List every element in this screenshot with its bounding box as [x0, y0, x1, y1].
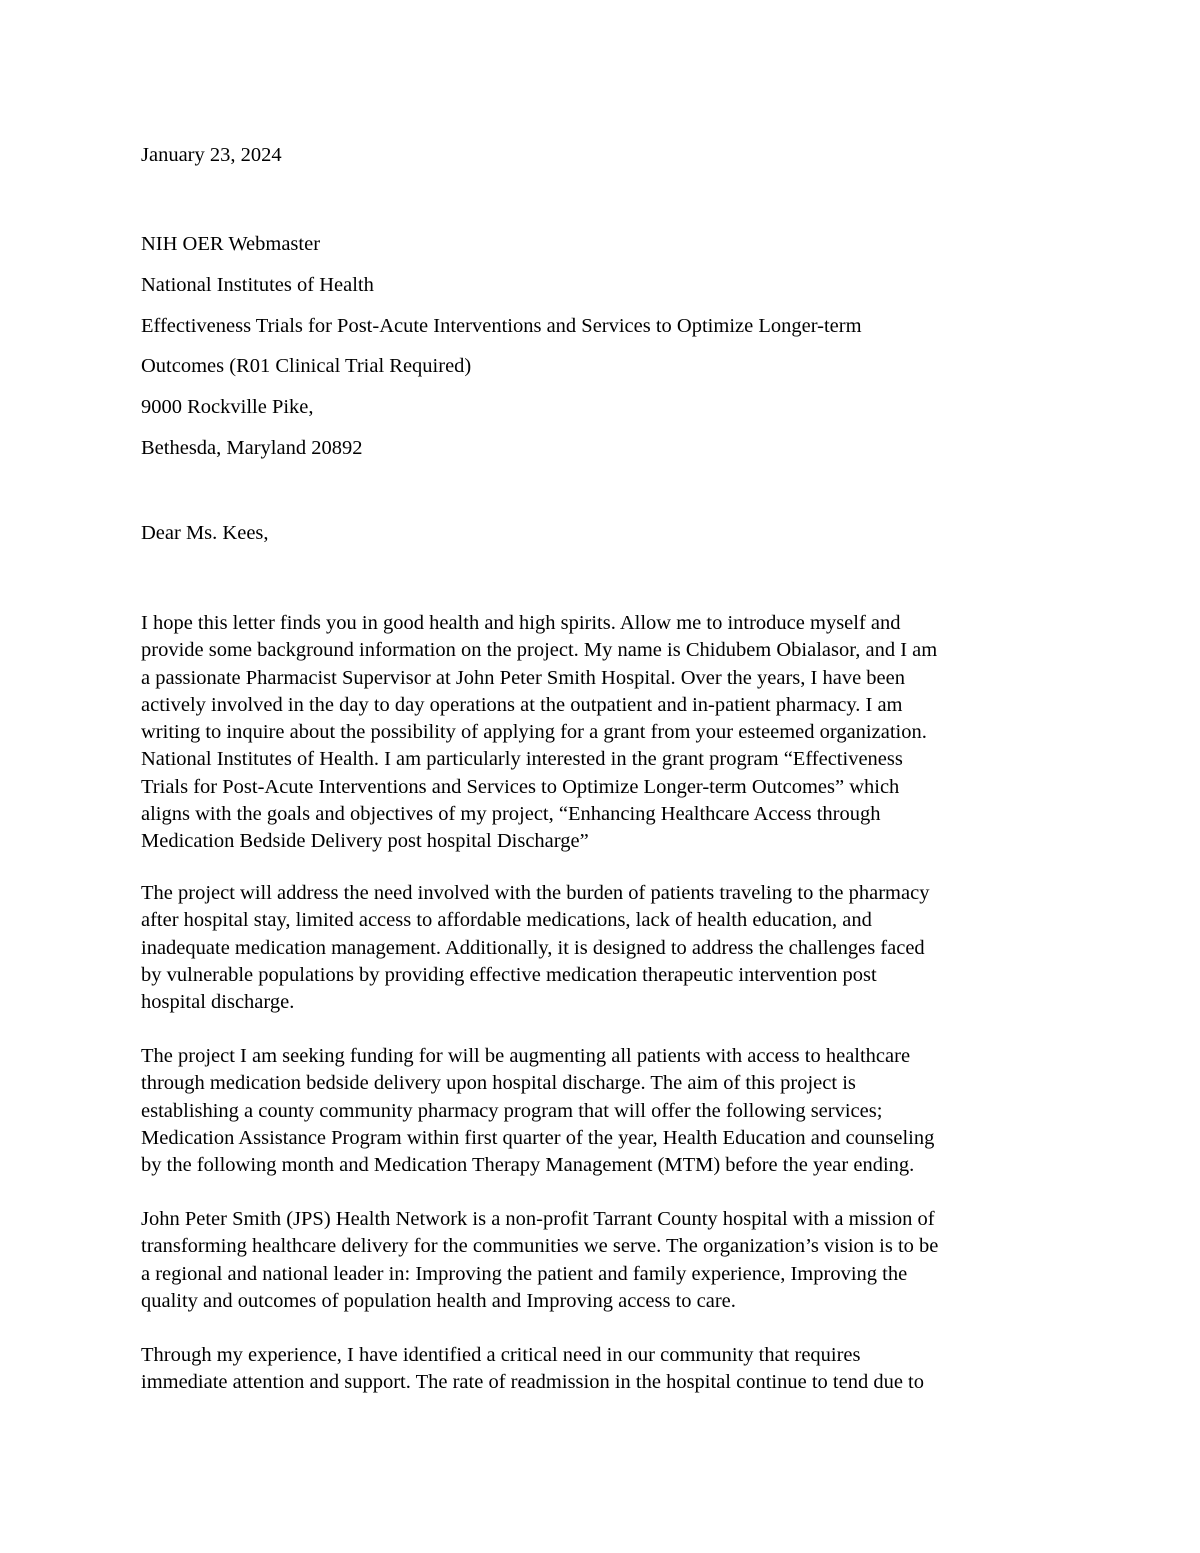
paragraph-line: Trials for Post-Acute Interventions and Services to Optimize Longer-term Outcomes” which	[141, 775, 900, 798]
paragraph-line: John Peter Smith (JPS) Health Network is a non-profit Tarrant County hospital with a mission of	[141, 1208, 935, 1230]
paragraph-line: quality and outcomes of population health and Improving access to care.	[141, 1289, 736, 1312]
paragraph-line: aligns with the goals and objectives of my project, “Enhancing Healthcare Access through	[141, 803, 881, 826]
body-paragraph	[141, 1043, 1071, 1179]
paragraph-line: by vulnerable populations by providing effective medication therapeutic intervention post	[141, 963, 877, 986]
paragraph-line: inadequate medication management. Additionally, it is designed to address the challenges faced	[141, 936, 925, 959]
paragraph-line: immediate attention and support. The rate of readmission in the hospital continue to tend due to	[141, 1371, 924, 1394]
paragraph-line: a regional and national leader in: Improving the patient and family experience, Improving the	[141, 1262, 908, 1285]
paragraph-line: establishing a county community pharmacy program that will offer the following services;	[141, 1099, 883, 1122]
paragraph-line: writing to inquire about the possibility of applying for a grant from your esteemed organization.	[141, 721, 927, 744]
paragraph-line: provide some background information on the project. My name is Chidubem Obialasor, and I am	[141, 639, 938, 662]
body-paragraph	[141, 610, 1071, 856]
paragraph-line: transforming healthcare delivery for the communities we serve. The organization’s vision is to be	[141, 1235, 939, 1258]
paragraph-line: Medication Bedside Delivery post hospital Discharge”	[141, 830, 589, 853]
paragraph-line: National Institutes of Health. I am particularly interested in the grant program “Effectiveness	[141, 748, 903, 771]
paragraph-line: Medication Assistance Program within first quarter of the year, Health Education and counseling	[141, 1126, 935, 1149]
paragraph-line: a passionate Pharmacist Supervisor at John Peter Smith Hospital. Over the years, I have been	[141, 666, 906, 689]
recipient-line: National Institutes of Health	[141, 274, 374, 296]
recipient-line: Outcomes (R01 Clinical Trial Required)	[141, 355, 472, 377]
letter-date: January 23, 2024	[141, 144, 282, 166]
recipient-line: Effectiveness Trials for Post-Acute Interventions and Services to Optimize Longer-term	[141, 315, 862, 337]
paragraph-line: Through my experience, I have identified a critical need in our community that requires	[141, 1344, 861, 1366]
body-paragraph	[141, 880, 1071, 1016]
paragraph-line: after hospital stay, limited access to affordable medications, lack of health education, and	[141, 909, 872, 932]
paragraph-line: I hope this letter finds you in good health and high spirits. Allow me to introduce myself and	[141, 612, 901, 634]
recipient-line: 9000 Rockville Pike,	[141, 396, 314, 418]
paragraph-line: through medication bedside delivery upon hospital discharge. The aim of this project is	[141, 1072, 856, 1095]
paragraph-line: by the following month and Medication Therapy Management (MTM) before the year ending.	[141, 1154, 915, 1177]
salutation: Dear Ms. Kees,	[141, 522, 269, 544]
paragraph-line: The project will address the need involved with the burden of patients traveling to the pharmacy	[141, 882, 930, 904]
body-paragraph	[141, 1206, 1071, 1315]
paragraph-line: The project I am seeking funding for will be augmenting all patients with access to healthcare	[141, 1045, 911, 1067]
body-paragraph	[141, 1342, 1071, 1397]
recipient-line: Bethesda, Maryland 20892	[141, 437, 363, 459]
recipient-line: NIH OER Webmaster	[141, 233, 321, 255]
paragraph-line: hospital discharge.	[141, 991, 295, 1014]
paragraph-line: actively involved in the day to day operations at the outpatient and in-patient pharmacy. I am	[141, 693, 903, 716]
